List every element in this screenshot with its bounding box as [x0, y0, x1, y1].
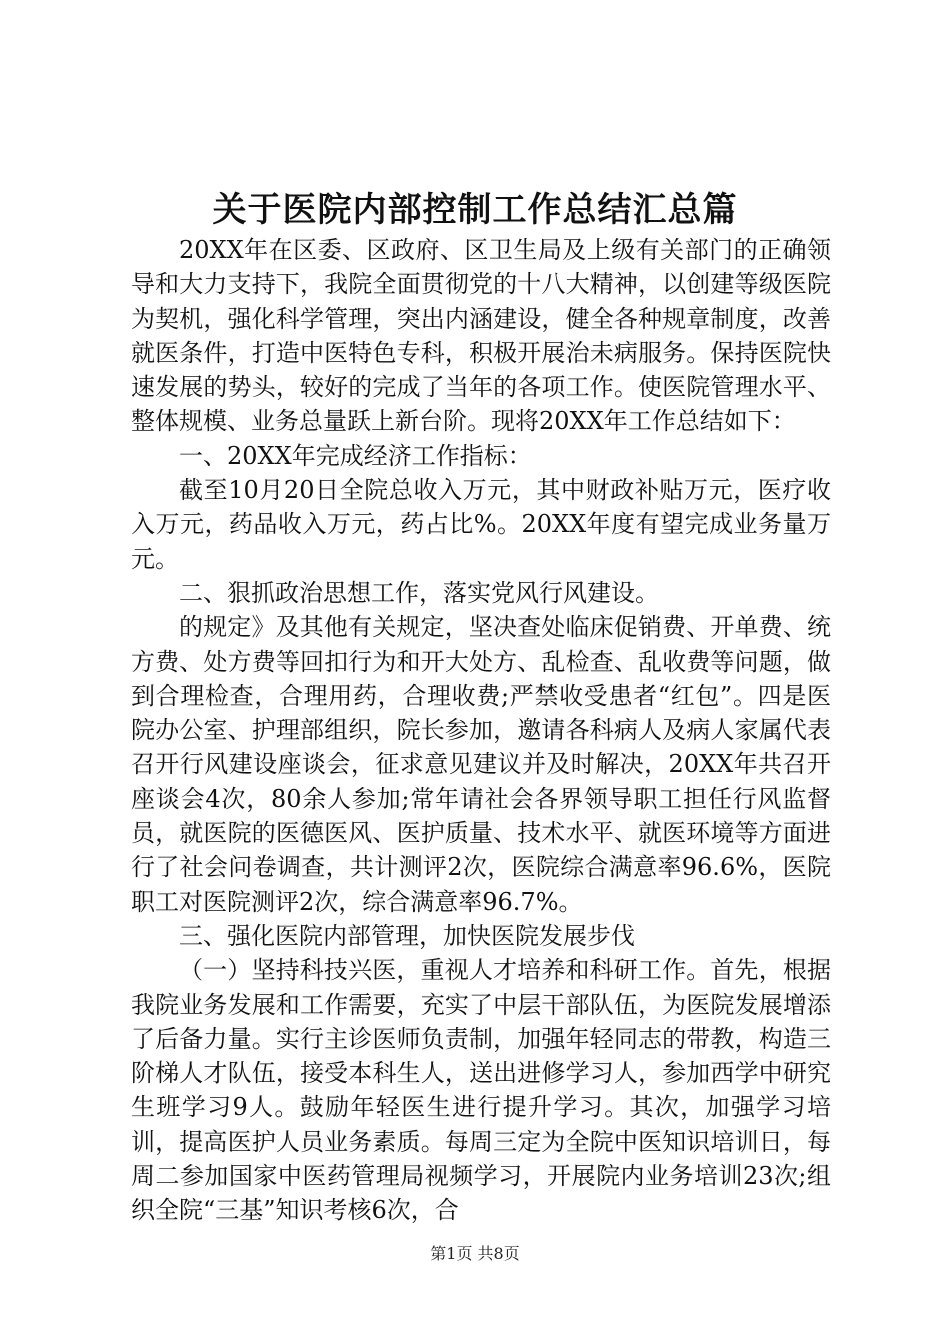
paragraph-management: （一）坚持科技兴医，重视人才培养和科研工作。首先，根据我院业务发展和工作需要，充实了中层干部队伍，为医院发展增添了后备力量。实行主诊医师负责制，加强年轻同志的带教，构造三阶梯人才队伍，接受本科生人，送出进修学习人，参加西学中研究生班学习9人。鼓励年轻医生进行提升学习。其次，加强学习培训，提高医护人员业务素质。每周三定为全院中医知识培训日，每周二参加国家中医药管理局视频学习，开展院内业务培训23次;组织全院“三基”知识考核6次，合 [131, 956, 831, 1225]
section-heading-1: 一、20XX年完成经济工作指标： [179, 441, 532, 470]
section-heading-3: 三、强化医院内部管理，加快医院发展步伐 [179, 921, 635, 950]
section-heading-2: 二、狠抓政治思想工作，落实党风行风建设。 [179, 578, 659, 607]
paragraph-intro: 20XX年在区委、区政府、区卫生局及上级有关部门的正确领导和大力支持下，我院全面贯彻党的十八大精神，以创建等级医院为契机，强化科学管理，突出内涵建设，健全各种规章制度，改善就医条件，打造中医特色专科，积极开展治未病服务。保持医院快速发展的势头，较好的完成了当年的各项工作。使医院管理水平、整体规模、业务总量跃上新台阶。现将20XX年工作总结如下： [131, 236, 831, 436]
document-body [131, 233, 831, 1228]
page-footer: 第1页 共8页 [430, 1244, 520, 1263]
paragraph-political: 的规定》及其他有关规定，坚决查处临床促销费、开单费、统方费、处方费等回扣行为和开大处方、乱检查、乱收费等问题，做到合理检查，合理用药，合理收费;严禁收受患者“红包”。四是医院办公室、护理部组织，院长参加，邀请各科病人及病人家属代表召开行风建设座谈会，征求意见建议并及时解决，20XX年共召开座谈会4次，80余人参加;常年请社会各界领导职工担任行风监督员，就医院的医德医风、医护质量、技术水平、就医环境等方面进行了社会问卷调查，共计测评2次，医院综合满意率96.6%，医院职工对医院测评2次，综合满意率96.7%。 [131, 613, 831, 916]
document-title: 关于医院内部控制工作总结汇总篇 [212, 190, 738, 230]
paragraph-economic: 截至10月20日全院总收入万元，其中财政补贴万元，医疗收入万元，药品收入万元，药占比%。20XX年度有望完成业务量万元。 [131, 476, 831, 573]
